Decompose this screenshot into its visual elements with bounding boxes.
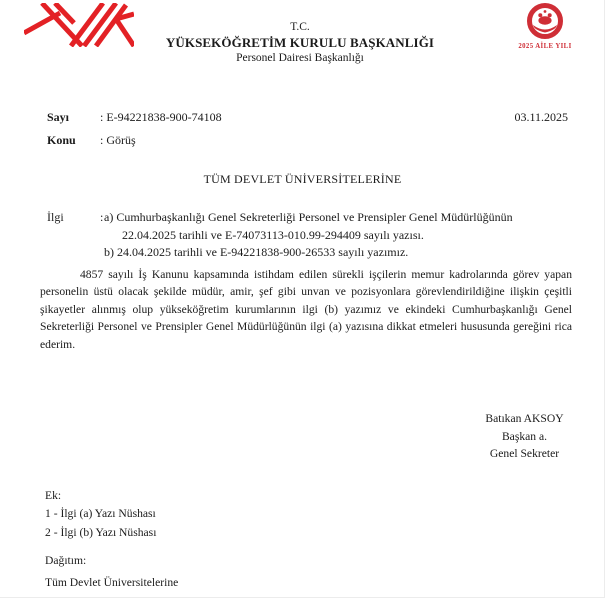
family-year-caption: 2025 AİLE YILI — [518, 43, 572, 50]
recipient-line: TÜM DEVLET ÜNİVERSİTELERİNE — [203, 172, 402, 186]
signature-title1: Başkan a. — [501, 429, 548, 443]
letterhead-dept: Personel Dairesi Başkanlığı — [236, 52, 364, 64]
ilgi-label: İlgi — [47, 210, 64, 224]
family-year-emblem-icon — [523, 2, 567, 42]
family-year-emblem — [516, 2, 574, 50]
ilgi-item-b: b) 24.04.2025 tarihli ve E-94221838-900-26533 sayılı yazımız. — [104, 245, 409, 259]
signature-block — [437, 410, 605, 463]
signature-title2: Genel Sekreter — [489, 447, 560, 461]
body-paragraph: 4857 sayılı İş Kanunu kapsamında istihdam edilen sürekli işçilerin memur kadrolarında görev yapan personelin üstü olacak şekilde müdür, amir, şef gibi unvan ve pozisyonlara görevlendirildiğine ilişkin çeşitli şikayetler alınmış olup yükseköğretim kurumlarının ilgi (b) yazımız ve ekindeki Cumhurbaşkanlığı Genel Sekreterliği Personel ve Prensipler Genel Müdürlüğünün ilgi (a) yazısına dikkat etmeleri hususunda gereğini rica ederim. — [40, 268, 572, 351]
attachment-item: 1 - İlgi (a) Yazı Nüshası — [45, 507, 156, 520]
attachment-item: 2 - İlgi (b) Yazı Nüshası — [45, 526, 157, 539]
distribution-label: Dağıtım: — [45, 554, 87, 567]
letterhead-org: YÜKSEKÖĞRETİM KURULU BAŞKANLIĞI — [165, 35, 435, 50]
ilgi-colon: : — [100, 210, 104, 224]
letterhead — [140, 21, 460, 65]
yok-logo-icon — [24, 3, 134, 47]
ilgi-item-a-line1: a) Cumhurbaşkanlığı Genel Sekreterliği Personel ve Prensipler Genel Müdürlüğünün — [104, 210, 513, 224]
sayi-value: : E-94221838-900-74108 — [100, 110, 222, 124]
letterhead-tc: T.C. — [290, 21, 310, 33]
document-date: 03.11.2025 — [514, 110, 568, 124]
konu-label: Konu — [47, 133, 76, 147]
sayi-label: Sayı — [47, 110, 70, 124]
distribution-item: Tüm Devlet Üniversitelerine — [45, 576, 179, 589]
ilgi-item-a-line2: 22.04.2025 tarihli ve E-74073113-010.99-294409 sayılı yazısı. — [122, 228, 424, 242]
konu-value: : Görüş — [100, 133, 136, 147]
signature-name: Batıkan AKSOY — [485, 412, 564, 425]
attachments-label: Ek: — [45, 489, 62, 502]
